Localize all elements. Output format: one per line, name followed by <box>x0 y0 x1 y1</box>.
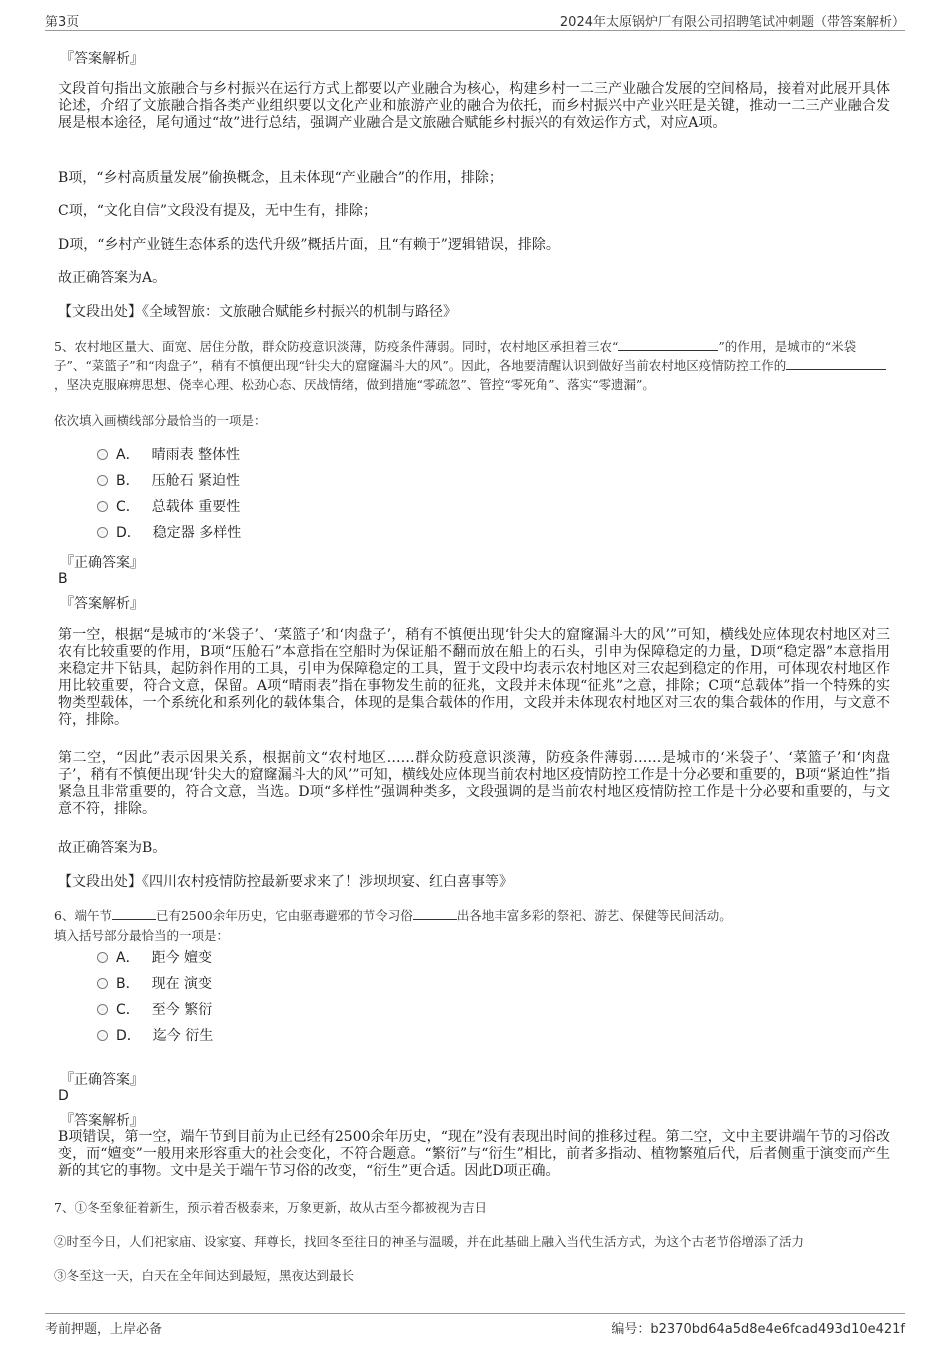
q6-option-d[interactable]: D． 迄今 衍生 <box>97 1026 213 1046</box>
q6-analysis-label: 『答案解析』 <box>60 1113 144 1129</box>
q4-analysis-p2: B项，“乡村高质量发展”偷换概念，且未体现“产业融合”的作用，排除； <box>58 170 503 186</box>
q5-option-b[interactable]: B． 压舱石 紧迫性 <box>97 471 240 491</box>
q6-correct-answer: D <box>58 1088 69 1104</box>
q5-analysis-p1: 第一空，根据“是城市的‘米袋子’、‘菜篮子’和‘肉盘子’，稍有不慎便出现‘针尖大的窟窿漏斗大的风’”可知，横线处应体现农村地区对三农有比较重要的作用，B项“压舱石”本意指在空船时为保证船不翻而放在船上的石头，引申为保障稳定的力量，D项“稳定器”本意指用来稳定井下钻具，起防斜作用的工具，引申为保障稳定的工具，置于文段中均表示农村地区对三农起到稳定的作用，可体现农村地区作用比较重要，符合文意，保留。A项“晴雨表”指在事物发生前的征兆，文段并未体现“征兆”之意，排除；C项“总载体”指一个特殊的实物类型载体，一个系统化和系列化的载体集合，体现的是集合载体的作用，文段并未体现农村地区对三农的集合载体的作用，与文意不符，排除。 <box>58 627 890 728</box>
q5-blank-1 <box>618 338 718 351</box>
radio-icon[interactable] <box>97 978 108 989</box>
footer-slogan: 考前押题，上岸必备 <box>45 1322 163 1337</box>
q6-correct-label: 『正确答案』 <box>60 1072 144 1088</box>
radio-icon[interactable] <box>97 1004 108 1015</box>
q6-prompt: 填入括号部分最恰当的一项是： <box>54 928 230 943</box>
radio-icon[interactable] <box>97 449 108 460</box>
q6-blank-2 <box>413 907 457 920</box>
q6-option-b[interactable]: B． 现在 演变 <box>97 974 212 994</box>
page-number: 第3页 <box>45 15 80 30</box>
q4-analysis-p1: 文段首句指出文旅融合与乡村振兴在运行方式上都要以产业融合为核心，构建乡村一二三产业融合发展的空间格局，接着对此展开具体论述，介绍了文旅融合指各类产业组织要以文化产业和旅游产业的融合为依托，而乡村振兴中产业兴旺是关键，推动一二三产业融合发展是根本途径，尾句通过“故”进行总结，强调产业融合是文旅融合赋能乡村振兴的有效运作方式，对应A项。 <box>58 81 890 131</box>
radio-icon[interactable] <box>97 475 108 486</box>
q5-source: 【文段出处】《四川农村疫情防控最新要求来了！涉坝坝宴、红白喜事等》 <box>58 874 513 890</box>
q6-analysis-p1: B项错误，第一空，端午节到目前为止已经有2500余年历史，“现在”没有表现出时间的推移过程。第二空，文中主要讲端午节的习俗改变，而“嬗变”一般用来形容重大的社会变化，不符合题意。“繁衍”与“衍生”相比，前者多指动、植物繁殖后代，后者侧重于演变而产生新的其它的事物。文中是关于端午节习俗的改变，“衍生”更合适。因此D项正确。 <box>58 1129 890 1179</box>
page-header <box>45 8 905 31</box>
q5-correct-answer: B <box>58 571 68 587</box>
q5-analysis-p2: 第二空，“因此”表示因果关系，根据前文“农村地区……群众防疫意识淡薄，防疫条件薄弱……是城市的‘米袋子’、‘菜篮子’和‘肉盘子’，稍有不慎便出现‘针尖大的窟窿漏斗大的风’”可知，横线处应体现当前农村地区疫情防控工作是十分必要和重要的，B项“紧迫性”指紧急且非常重要的，符合文意，当选。D项“多样性”强调种类多，文段强调的是当前农村地区疫情防控工作是十分必要和重要的，与文意不符，排除。 <box>58 750 890 817</box>
q4-analysis-p4: D项，“乡村产业链生态体系的迭代升级”概括片面，且“有赖于”逻辑错误，排除。 <box>58 237 560 253</box>
q5-analysis-label: 『答案解析』 <box>60 596 144 612</box>
q6-stem: 6、端午节 已有2500余年历史，它由驱毒避邪的节令习俗 出各地丰富多彩的祭祀、游艺、保健等民间活动。 <box>54 908 732 923</box>
q4-analysis-p3: C项，“文化自信”文段没有提及，无中生有，排除； <box>58 203 378 219</box>
q5-option-d[interactable]: D． 稳定器 多样性 <box>97 523 241 543</box>
q5-prompt: 依次填入画横线部分最恰当的一项是： <box>54 413 267 428</box>
q4-analysis-label: 『答案解析』 <box>60 51 144 67</box>
q5-option-a[interactable]: A． 晴雨表 整体性 <box>97 445 240 465</box>
q6-option-c[interactable]: C． 至今 繁衍 <box>97 1000 212 1020</box>
document-code: 编号：b2370bd64a5d8e4e6fcad493d10e421f <box>611 1322 905 1337</box>
q7-sentence-1: 7、①冬至象征着新生，预示着否极泰来，万象更新，故从古至今都被视为吉日 <box>54 1200 487 1215</box>
q7-sentence-3: ③冬至这一天，白天在全年间达到最短，黑夜达到最长 <box>54 1268 355 1283</box>
radio-icon[interactable] <box>97 501 108 512</box>
q7-sentence-2: ②时至今日，人们祀家庙、设家宴、拜尊长，找回冬至往日的神圣与温暖，并在此基础上融入当代生活方式，为这个古老节俗增添了活力 <box>54 1234 805 1249</box>
radio-icon[interactable] <box>97 527 108 538</box>
document-title: 2024年太原锅炉厂有限公司招聘笔试冲刺题（带答案解析） <box>559 15 905 30</box>
q4-source: 【文段出处】《全域智旅：文旅融合赋能乡村振兴的机制与路径》 <box>58 304 457 320</box>
q4-answer-summary: 故正确答案为A。 <box>58 270 167 286</box>
q5-option-c[interactable]: C． 总载体 重要性 <box>97 497 240 517</box>
q5-stem: 5、农村地区量大、面宽、居住分散，群众防疫意识淡薄，防疫条件薄弱。同时，农村地区承担着三农“ ”的作用，是城市的“米袋子”、“菜篮子”和“肉盘子”，稍有不慎便出现“针尖大的窟窿漏斗大的风”。因此，各地要清醒认识到做好当前农村地区疫情防控工作的，坚决克服麻痹思想、侥幸心理、松劲心态、厌战情绪，做到措施“零疏忽”、管控“零死角”、落实“零遗漏”。 <box>54 337 894 394</box>
q5-answer-summary: 故正确答案为B。 <box>58 840 167 856</box>
q6-option-a[interactable]: A． 距今 嬗变 <box>97 948 212 968</box>
radio-icon[interactable] <box>97 952 108 963</box>
q5-blank-2 <box>786 357 886 370</box>
q6-blank-1 <box>112 907 156 920</box>
page-footer <box>45 1313 905 1336</box>
radio-icon[interactable] <box>97 1030 108 1041</box>
q5-correct-label: 『正确答案』 <box>60 555 144 571</box>
